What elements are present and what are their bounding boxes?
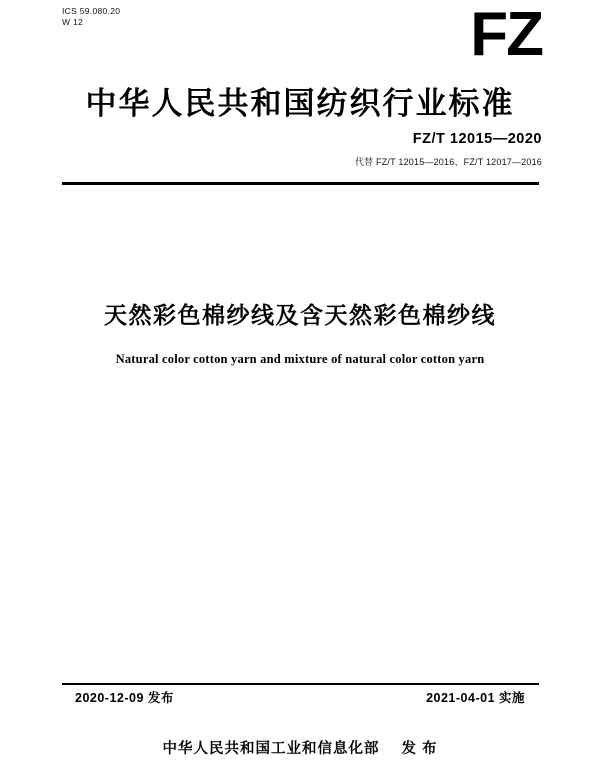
- classification-code: W 12: [62, 17, 84, 27]
- standard-replaces-note: 代替 FZ/T 12015—2016、FZ/T 12017—2016: [354, 157, 542, 167]
- divider-bottom: [62, 683, 539, 685]
- publisher-action: 发 布: [401, 741, 438, 757]
- divider-top: [62, 182, 539, 185]
- effective-date: 2021-04-01 实施: [426, 691, 525, 705]
- standard-title-cn: 中华人民共和国纺织行业标准: [85, 86, 515, 121]
- ics-code: ICS 59.080.20: [62, 6, 121, 16]
- document-subject-en: Natural color cotton yarn and mixture of natural color cotton yarn: [115, 352, 485, 366]
- standard-number: FZ/T 12015—2020: [412, 131, 542, 147]
- document-subject-cn: 天然彩色棉纱线及含天然彩色棉纱线: [104, 302, 496, 328]
- fz-logo: FZ: [470, 0, 542, 69]
- ics-classification-block: [62, 6, 120, 28]
- publisher-line: [0, 737, 600, 758]
- issue-date: 2020-12-09 发布: [75, 691, 174, 705]
- publisher-name: 中华人民共和国工业和信息化部: [162, 741, 380, 757]
